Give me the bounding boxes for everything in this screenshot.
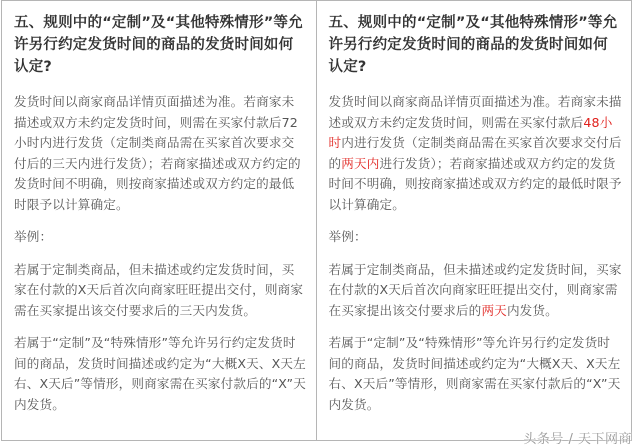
left-example-label: 举例： xyxy=(14,229,53,244)
source-watermark: 头条号 / 天下网商 xyxy=(523,432,632,447)
right-p1-text-a: 发货时间以商家商品详情页面描述为准。若商家未描述或双方未约定发货时间，则需在买家付款后 xyxy=(328,94,622,130)
right-p3-text-a: 若属于定制类商品，但未描述或约定发货时间，买家在付款的X天后首次向商家旺旺提出交付，则商家需在买家提出该交付要求后的 xyxy=(328,261,622,318)
right-paragraph-4: 若属于“定制”及“特殊情形”等允许另行约定发货时间的商品，发货时间描述或约定为“大概X天、X天左右、X天后”等情形，则商家需在买家付款后的“X”天内发货。 xyxy=(328,335,621,412)
right-p1-highlight-two-days: 两天内 xyxy=(341,155,380,171)
right-heading: 五、规则中的“定制”及“其他特殊情形”等允许另行约定发货时间的商品的发货时间如何认定? xyxy=(328,15,618,75)
left-paragraph-1: 发货时间以商家商品详情页面描述为准。若商家未描述或双方未约定发货时间，则需在买家付款后72小时内进行发货（定制类商品需在买家首次要求交付后的三天内进行发货）；若商家描述或双方约定的发货时间不明确，则按商家描述或双方约定的最低时限予以计算确定。 xyxy=(14,94,301,212)
comparison-table xyxy=(1,0,632,441)
left-paragraph-3: 若属于定制类商品，但未描述或约定发货时间，买家在付款的X天后首次向商家旺旺提出交付，则商家需在买家提出该交付要求后的三天内发货。 xyxy=(14,261,304,318)
right-p1-text-c: 进行发货）；若商家描述或双方约定的发货时间不明确，则按商家描述或双方约定的最低时限予以计算确定。 xyxy=(328,155,622,212)
right-p1-text-b: 内进行发货（定制类商品需在买家首次要求交付后的 xyxy=(328,135,622,171)
right-p3-text-b: 内发货。 xyxy=(506,302,558,318)
left-column-old-rule xyxy=(2,1,317,440)
right-example-label: 举例： xyxy=(328,229,367,244)
left-paragraph-4: 若属于“定制”及“特殊情形”等允许另行约定发货时间的商品，发货时间描述或约定为“大概X天、X天左右、X天后”等情形，则商家需在买家付款后的“X”天内发货。 xyxy=(14,335,306,412)
right-p3-highlight-two-days: 两天 xyxy=(481,302,507,318)
left-heading: 五、规则中的“定制”及“其他特殊情形”等允许另行约定发货时间的商品的发货时间如何认定? xyxy=(14,15,303,75)
right-paragraph-1 xyxy=(329,92,623,215)
right-p1-highlight-48h: 48小时 xyxy=(328,114,613,150)
right-paragraph-3 xyxy=(329,260,623,322)
right-column-new-rule xyxy=(317,1,632,440)
